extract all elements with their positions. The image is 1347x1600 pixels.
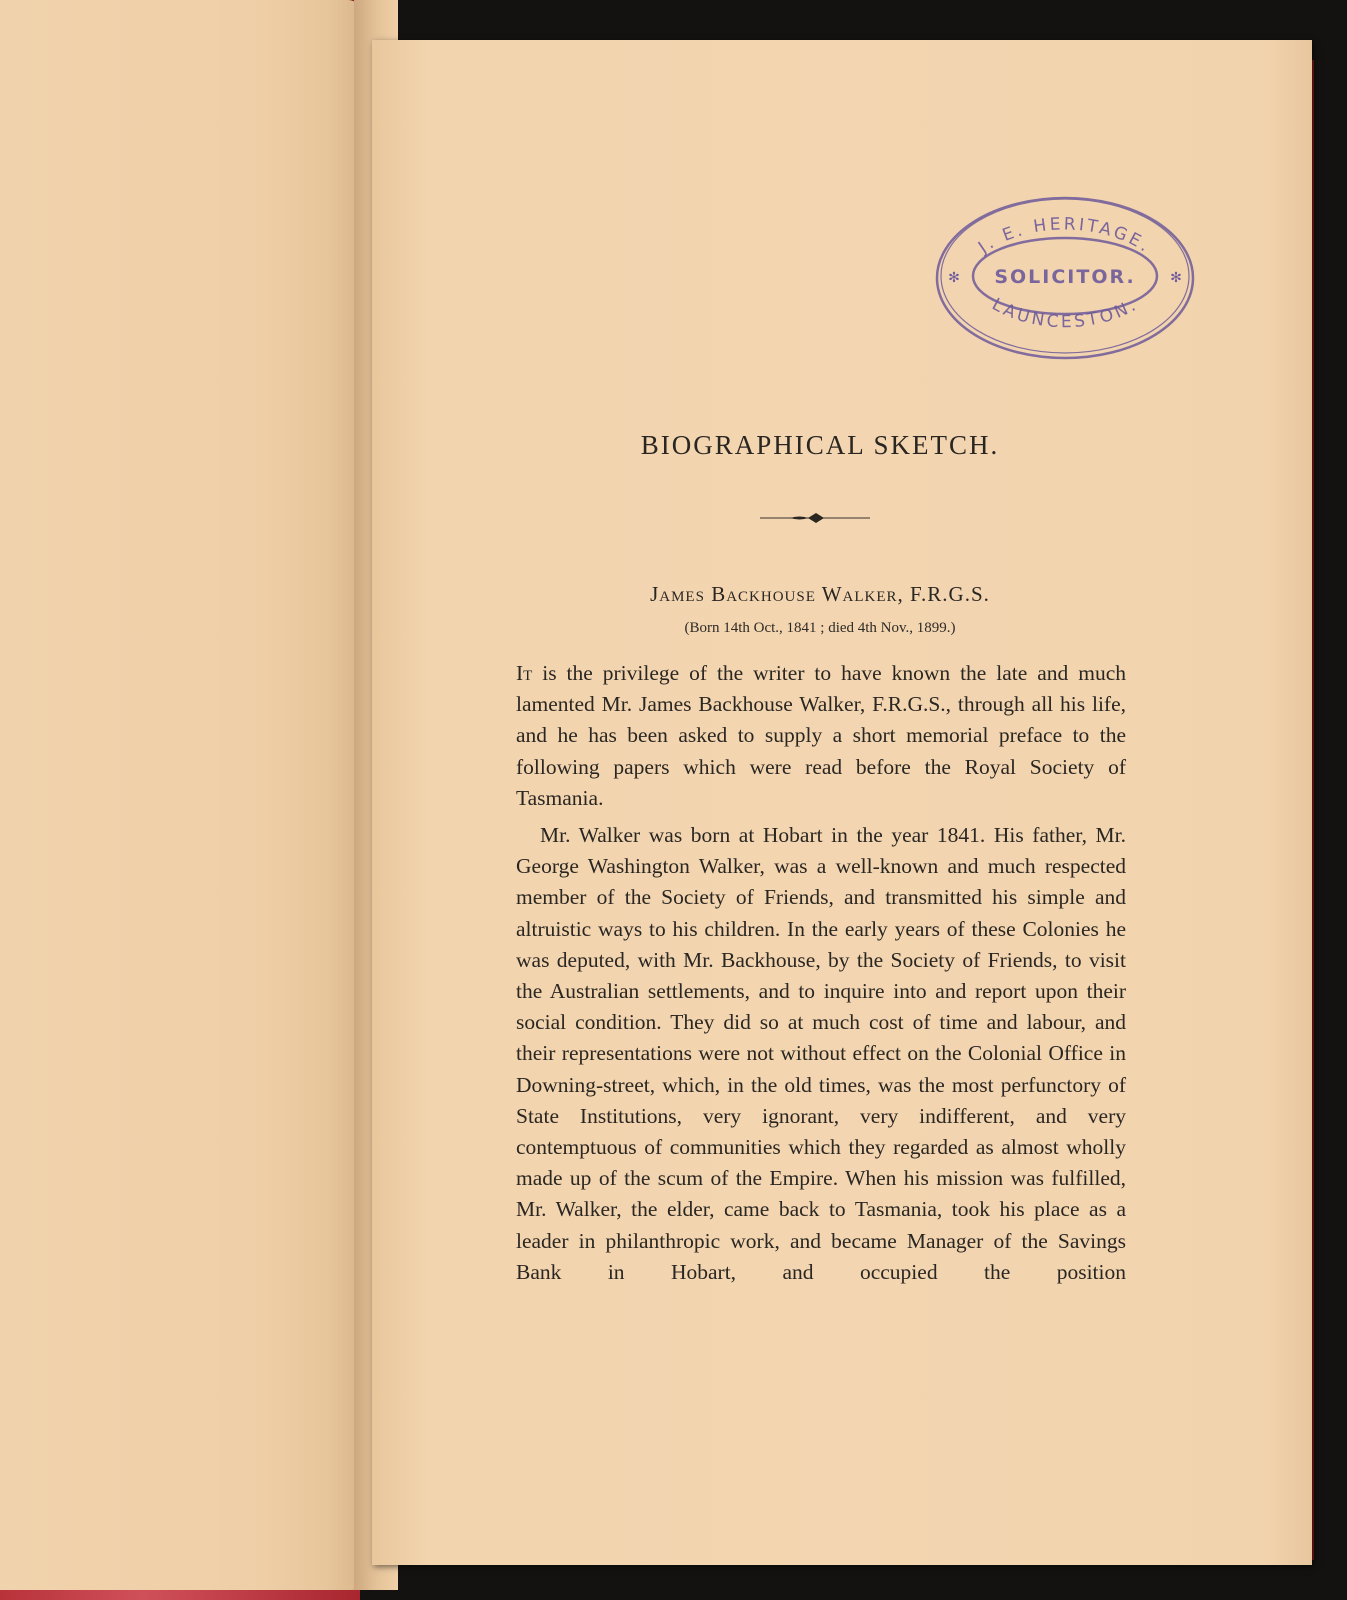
biography-text [516, 658, 1126, 1288]
ornamental-rule [760, 506, 870, 530]
paragraph-1 [516, 658, 1126, 814]
solicitor-stamp [930, 190, 1200, 365]
stamp-bottom-text: LAUNCESTON. [988, 294, 1142, 333]
paragraph-1-text: is the privilege of the writer to have known the late and much lamented Mr. James Backhouse Walker, F.R.G.S., through all his life, and he has been asked to supply a short memorial preface to the following papers which were read before the Royal Society of Tasmania. [516, 661, 1126, 810]
subject-dates: (Born 14th Oct., 1841 ; died 4th Nov., 1899.) [684, 620, 956, 636]
subject-name: James Backhouse Walker, F.R.G.S. [650, 582, 990, 606]
paragraph-1-lead: It [516, 661, 533, 685]
paragraph-2: Mr. Walker was born at Hobart in the year 1841. His father, Mr. George Washington Walker, was a well-known and much respected member of the Society of Friends, and transmitted his simple and altruistic ways to his children. In the early years of these Colonies he was deputed, with Mr. Backhouse, by the Society of Friends, to visit the Australian settlements, and to inquire into and report upon their social condition. They did so at much cost of time and labour, and their representations were not without effect on the Colonial Office in Downing-street, which, in the old times, was the most perfunctory of State Institutions, very ignorant, very indifferent, and very contemptuous of communities which they regarded as almost wholly made up of the scum of the Empire. When his mission was fulfilled, Mr. Walker, the elder, came back to Tasmania, took his place as a leader in philanthropic work, and became Manager of the Savings Bank in Hobart, and occupied the position [516, 823, 1126, 1284]
stamp-top-text: J. E. HERITAGE. [974, 214, 1156, 258]
stamp-star-icon-right: ✻ [1170, 271, 1182, 286]
svg-text:J. E. HERITAGE. [974, 214, 1155, 258]
left-page [0, 0, 362, 1590]
stamp-star-icon-left: ✻ [948, 271, 960, 286]
stamp-center-text: SOLICITOR. [994, 266, 1136, 288]
page-heading: BIOGRAPHICAL SKETCH. [640, 430, 1000, 460]
svg-text:LAUNCESTON. [988, 295, 1141, 333]
